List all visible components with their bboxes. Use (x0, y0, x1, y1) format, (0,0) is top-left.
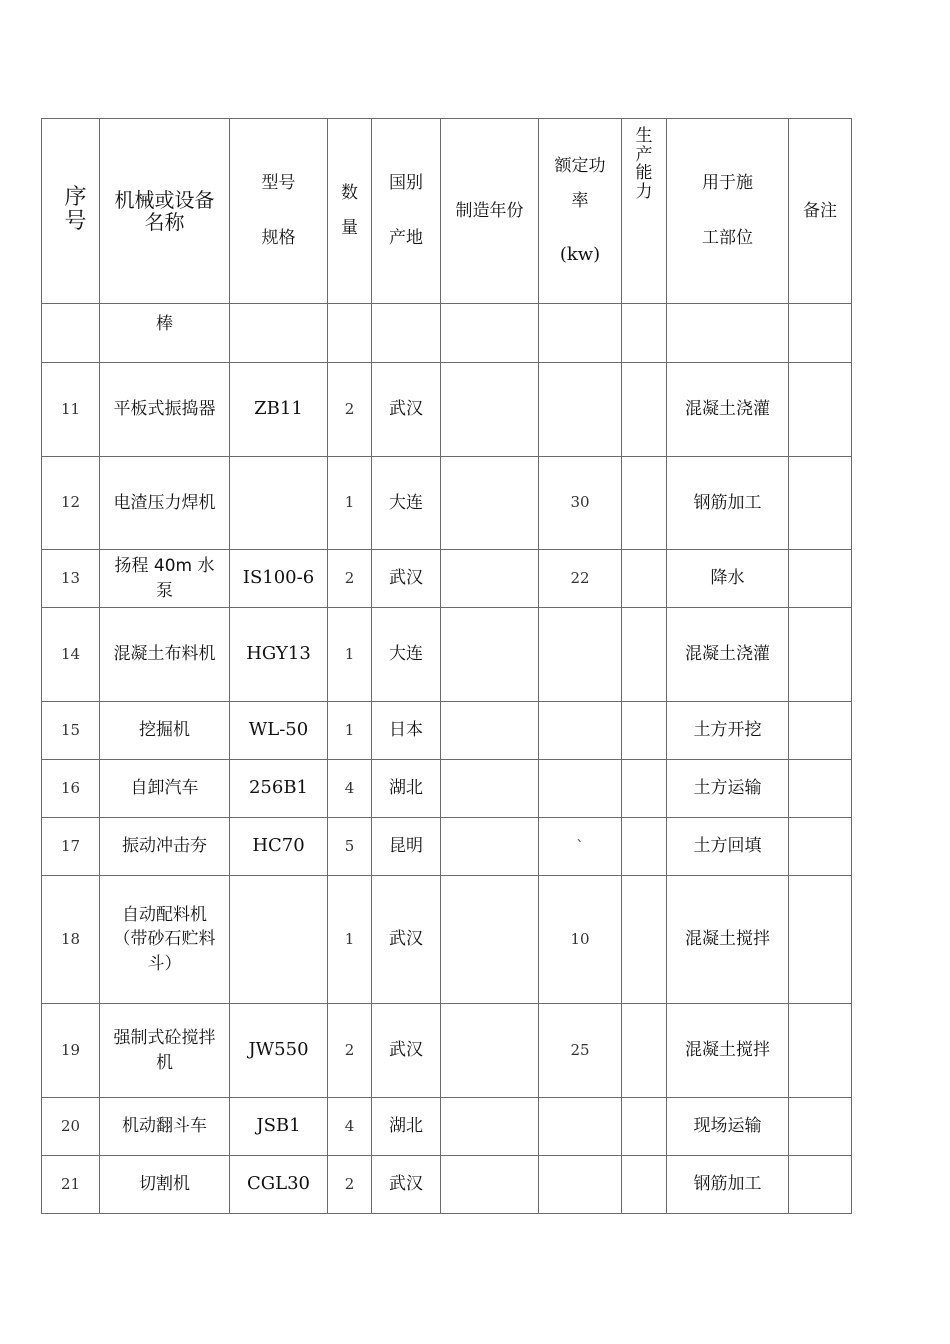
cell-seq (42, 608, 100, 702)
cell-seq (42, 550, 100, 608)
cell-seq (42, 818, 100, 876)
cell-capacity (622, 1156, 667, 1214)
cell-seq (42, 457, 100, 550)
cell-year (441, 1156, 539, 1214)
cell-power (539, 760, 622, 818)
cell-usage (667, 876, 789, 1004)
cell-usage-text: 混凝土浇灌 (685, 644, 770, 665)
cell-remark (789, 304, 852, 363)
cell-year (441, 876, 539, 1004)
cell-seq-text: 15 (60, 720, 81, 739)
cell-capacity (622, 1098, 667, 1156)
cell-name (100, 818, 230, 876)
cell-remark (789, 1004, 852, 1098)
cell-usage-text: 混凝土搅拌 (685, 1040, 770, 1061)
cell-power-text: ` (576, 836, 584, 855)
cell-usage (667, 550, 789, 608)
cell-seq-text: 17 (60, 836, 81, 855)
cell-origin (372, 1156, 441, 1214)
table-row (42, 876, 852, 1004)
cell-power (539, 1098, 622, 1156)
cell-origin-text: 武汉 (389, 399, 423, 420)
cell-usage (667, 818, 789, 876)
cell-seq (42, 702, 100, 760)
cell-usage (667, 363, 789, 457)
cell-name-text: 挖掘机 (139, 720, 190, 741)
cell-capacity (622, 608, 667, 702)
cell-power (539, 457, 622, 550)
table-row (42, 1098, 852, 1156)
cell-model-text: WL-50 (248, 719, 309, 741)
table-row (42, 550, 852, 608)
cell-qty-text: 1 (344, 720, 355, 739)
table-row (42, 702, 852, 760)
cell-remark (789, 760, 852, 818)
header-qty: 数 量 (328, 119, 372, 304)
cell-usage-text: 土方运输 (693, 778, 762, 799)
cell-name-text: 平板式振捣器 (113, 399, 216, 420)
cell-origin (372, 608, 441, 702)
cell-capacity (622, 304, 667, 363)
cell-usage (667, 760, 789, 818)
cell-power-text: 10 (570, 929, 590, 948)
cell-usage-text: 土方开挖 (693, 720, 762, 741)
cell-qty (328, 1098, 372, 1156)
cell-origin-text: 武汉 (389, 568, 423, 589)
cell-usage (667, 608, 789, 702)
cell-remark (789, 702, 852, 760)
cell-model-text: HC70 (252, 835, 305, 857)
cell-seq (42, 1004, 100, 1098)
cell-remark (789, 1156, 852, 1214)
cell-usage-text: 降水 (710, 568, 745, 589)
cell-name-text: 扬程 40m 水泵 (114, 555, 215, 601)
cell-name (100, 550, 230, 608)
cell-qty-text: 2 (344, 1174, 355, 1193)
cell-qty (328, 304, 372, 363)
cell-remark (789, 608, 852, 702)
cell-origin (372, 363, 441, 457)
cell-model (230, 818, 328, 876)
cell-power (539, 702, 622, 760)
cell-name (100, 1156, 230, 1214)
cell-origin-text: 昆明 (389, 836, 423, 857)
cell-name (100, 457, 230, 550)
cell-model (230, 550, 328, 608)
cell-name-text: 棒 (156, 314, 173, 334)
cell-qty-text: 5 (344, 836, 355, 855)
cell-seq (42, 1156, 100, 1214)
cell-power (539, 363, 622, 457)
cell-qty (328, 702, 372, 760)
cell-usage-text: 钢筋加工 (693, 1174, 762, 1195)
cell-usage-text: 钢筋加工 (693, 492, 762, 513)
cell-qty (328, 363, 372, 457)
cell-power-text: 22 (570, 568, 590, 587)
table-row (42, 304, 852, 363)
table-row (42, 608, 852, 702)
cell-origin (372, 1098, 441, 1156)
cell-capacity (622, 760, 667, 818)
cell-origin (372, 876, 441, 1004)
cell-year (441, 550, 539, 608)
cell-model (230, 608, 328, 702)
cell-origin-text: 湖北 (389, 1116, 423, 1137)
cell-qty (328, 608, 372, 702)
cell-seq-text: 19 (60, 1040, 81, 1059)
cell-power (539, 608, 622, 702)
cell-usage-text: 混凝土搅拌 (685, 929, 770, 950)
cell-power-text: 30 (570, 493, 590, 512)
cell-year (441, 818, 539, 876)
cell-remark (789, 818, 852, 876)
cell-model-text: JW550 (248, 1039, 309, 1061)
cell-seq (42, 1098, 100, 1156)
cell-power (539, 1156, 622, 1214)
cell-model (230, 363, 328, 457)
cell-qty-text: 1 (344, 493, 355, 512)
cell-seq-text: 21 (60, 1174, 81, 1193)
cell-year (441, 304, 539, 363)
cell-usage (667, 702, 789, 760)
cell-seq (42, 876, 100, 1004)
cell-usage (667, 304, 789, 363)
cell-qty-text: 2 (344, 399, 355, 418)
cell-origin (372, 550, 441, 608)
cell-usage (667, 1098, 789, 1156)
cell-name-text: 机动翻斗车 (122, 1116, 207, 1137)
cell-usage (667, 1156, 789, 1214)
cell-model (230, 876, 328, 1004)
header-name: 机械或设备名称 (100, 119, 230, 304)
cell-model (230, 457, 328, 550)
cell-origin (372, 457, 441, 550)
cell-year (441, 363, 539, 457)
cell-name (100, 1098, 230, 1156)
cell-model (230, 1156, 328, 1214)
cell-origin (372, 818, 441, 876)
cell-name-text: 电渣压力焊机 (113, 492, 216, 513)
cell-remark (789, 876, 852, 1004)
cell-model-text: HGY13 (246, 643, 311, 665)
cell-remark (789, 363, 852, 457)
cell-capacity (622, 702, 667, 760)
cell-usage-text: 混凝土浇灌 (685, 399, 770, 420)
cell-usage-text: 现场运输 (693, 1116, 762, 1137)
cell-model-text: CGL30 (246, 1173, 310, 1195)
cell-origin-text: 湖北 (389, 778, 423, 799)
cell-origin (372, 1004, 441, 1098)
cell-model (230, 1004, 328, 1098)
cell-origin-text: 大连 (389, 492, 423, 513)
cell-name (100, 702, 230, 760)
cell-capacity (622, 550, 667, 608)
cell-origin-text: 武汉 (389, 1174, 423, 1195)
cell-qty (328, 457, 372, 550)
cell-origin (372, 304, 441, 363)
cell-power (539, 876, 622, 1004)
cell-origin-text: 大连 (389, 644, 423, 665)
cell-qty-text: 2 (344, 568, 355, 587)
header-year: 制造年份 (441, 119, 539, 304)
cell-seq (42, 304, 100, 363)
cell-year (441, 760, 539, 818)
cell-name (100, 876, 230, 1004)
header-remark: 备注 (789, 119, 852, 304)
cell-usage (667, 1004, 789, 1098)
cell-origin-text: 日本 (389, 720, 423, 741)
cell-model-text: JSB1 (256, 1115, 301, 1137)
cell-seq-text: 18 (60, 929, 81, 948)
cell-origin (372, 760, 441, 818)
table-row (42, 363, 852, 457)
cell-origin-text: 武汉 (389, 929, 423, 950)
cell-power (539, 1004, 622, 1098)
cell-origin-text: 武汉 (389, 1040, 423, 1061)
cell-qty-text: 1 (344, 644, 355, 663)
cell-qty (328, 818, 372, 876)
cell-qty-text: 4 (344, 1116, 355, 1135)
header-usage: 用于施 工部位 (667, 119, 789, 304)
cell-year (441, 457, 539, 550)
cell-seq (42, 363, 100, 457)
cell-capacity (622, 1004, 667, 1098)
cell-capacity (622, 818, 667, 876)
cell-model (230, 1098, 328, 1156)
cell-qty (328, 760, 372, 818)
cell-year (441, 1004, 539, 1098)
cell-seq (42, 760, 100, 818)
cell-name (100, 760, 230, 818)
cell-seq-text: 12 (60, 493, 81, 512)
cell-name-text: 自动配料机（带砂石贮料斗） (113, 904, 216, 974)
cell-remark (789, 457, 852, 550)
cell-qty (328, 876, 372, 1004)
cell-capacity (622, 876, 667, 1004)
table-row (42, 760, 852, 818)
cell-qty (328, 1156, 372, 1214)
cell-model (230, 304, 328, 363)
equipment-table (41, 118, 852, 1214)
cell-seq-text: 13 (60, 568, 81, 587)
cell-name (100, 363, 230, 457)
cell-power (539, 304, 622, 363)
header-origin: 国别 产地 (372, 119, 441, 304)
cell-name-text: 振动冲击夯 (122, 836, 207, 857)
cell-qty-text: 1 (344, 929, 355, 948)
cell-model (230, 702, 328, 760)
cell-qty-text: 2 (344, 1040, 355, 1059)
cell-power (539, 818, 622, 876)
cell-origin (372, 702, 441, 760)
cell-name (100, 304, 230, 363)
cell-model-text: ZB11 (254, 398, 303, 420)
cell-name-text: 自卸汽车 (130, 778, 199, 799)
cell-name-text: 混凝土布料机 (113, 644, 216, 665)
cell-seq-text: 11 (60, 399, 81, 418)
cell-model-text: IS100-6 (242, 567, 315, 589)
cell-capacity (622, 363, 667, 457)
table-row (42, 1156, 852, 1214)
cell-name (100, 608, 230, 702)
cell-name (100, 1004, 230, 1098)
cell-remark (789, 1098, 852, 1156)
cell-usage-text: 土方回填 (693, 836, 762, 857)
header-capacity: 生产能力 (622, 119, 667, 304)
header-power: 额定功 率 (kw) (539, 119, 622, 304)
header-model: 型号 规格 (230, 119, 328, 304)
cell-name-text: 切割机 (139, 1174, 190, 1195)
header-row (42, 119, 852, 304)
table-row (42, 818, 852, 876)
cell-year (441, 702, 539, 760)
cell-seq-text: 20 (60, 1116, 81, 1135)
cell-qty-text: 4 (344, 778, 355, 797)
cell-year (441, 1098, 539, 1156)
cell-usage (667, 457, 789, 550)
cell-power (539, 550, 622, 608)
cell-remark (789, 550, 852, 608)
table-row (42, 457, 852, 550)
cell-qty (328, 1004, 372, 1098)
cell-capacity (622, 457, 667, 550)
table-row (42, 1004, 852, 1098)
cell-model-text: 256B1 (248, 777, 309, 799)
header-seq: 序号 (42, 119, 100, 304)
cell-name-text: 强制式砼搅拌机 (113, 1027, 216, 1073)
cell-seq-text: 16 (60, 778, 81, 797)
cell-year (441, 608, 539, 702)
cell-seq-text: 14 (60, 644, 81, 663)
cell-qty (328, 550, 372, 608)
cell-model (230, 760, 328, 818)
cell-power-text: 25 (570, 1040, 590, 1059)
